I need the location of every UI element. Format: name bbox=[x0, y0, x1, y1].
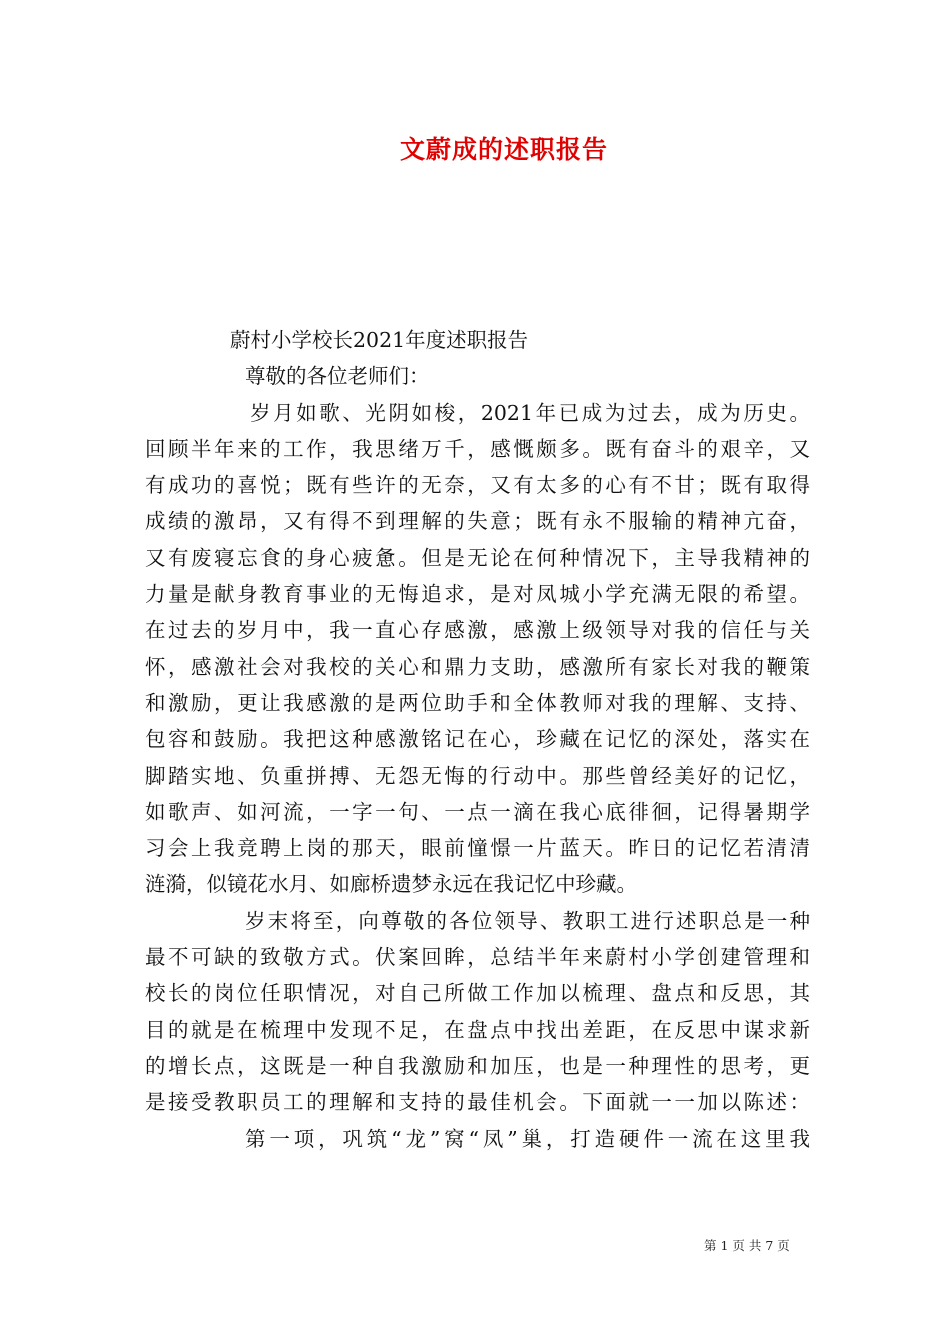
paragraph-line: 怀，感激社会对我校的关心和鼎力支助，感激所有家长对我的鞭策 bbox=[145, 654, 810, 679]
paragraph-line: 涟漪，似镜花水月、如廊桥遗梦永远在我记忆中珍藏。 bbox=[145, 872, 637, 897]
paragraph-line: 和激励，更让我感激的是两位助手和全体教师对我的理解、支持、 bbox=[145, 690, 810, 715]
paragraph-line: 习会上我竞聘上岗的那天，眼前憧憬一片蓝天。昨日的记忆若清清 bbox=[145, 836, 810, 861]
paragraph-line: 目的就是在梳理中发现不足，在盘点中找出差距，在反思中谋求新 bbox=[145, 1017, 810, 1042]
paragraph-line: 是接受教职员工的理解和支持的最佳机会。下面就一一加以陈述： bbox=[145, 1090, 810, 1115]
paragraph-line: 的增长点，这既是一种自我激励和加压，也是一种理性的思考，更 bbox=[145, 1053, 810, 1078]
document-body bbox=[145, 322, 810, 1157]
paragraph-line: 第一项，巩筑“龙”窝“凤”巢，打造硬件一流在这里我 bbox=[245, 1126, 810, 1151]
paragraph-line: 又有废寝忘食的身心疲惫。但是无论在何种情况下，主导我精神的 bbox=[145, 545, 810, 570]
paragraph-line: 力量是献身教育事业的无悔追求，是对凤城小学充满无限的希望。 bbox=[145, 582, 810, 607]
paragraph-line: 校长的岗位任职情况，对自己所做工作加以梳理、盘点和反思，其 bbox=[145, 981, 810, 1006]
paragraph-line: 如歌声、如河流，一字一句、一点一滴在我心底徘徊，记得暑期学 bbox=[145, 799, 810, 824]
document-title: 文蔚成的述职报告 bbox=[400, 135, 609, 164]
paragraph-line: 脚踏实地、负重拼搏、无怨无悔的行动中。那些曾经美好的记忆， bbox=[145, 763, 810, 788]
salutation: 尊敬的各位老师们： bbox=[245, 364, 430, 389]
paragraph-line: 回顾半年来的工作，我思绪万千，感慨颇多。既有奋斗的艰辛，又 bbox=[145, 436, 810, 461]
page-number: 第 1 页 共 7 页 bbox=[704, 1238, 790, 1253]
paragraph-line: 在过去的岁月中，我一直心存感激，感激上级领导对我的信任与关 bbox=[145, 618, 810, 643]
paragraph-line: 最不可缺的致敬方式。伏案回眸，总结半年来蔚村小学创建管理和 bbox=[145, 945, 810, 970]
paragraph-line: 有成功的喜悦；既有些许的无奈，又有太多的心有不甘；既有取得 bbox=[145, 473, 810, 498]
paragraph-line: 包容和鼓励。我把这种感激铭记在心，珍藏在记忆的深处，落实在 bbox=[145, 727, 810, 752]
paragraph-line: 岁末将至，向尊敬的各位领导、教职工进行述职总是一种 bbox=[245, 908, 810, 933]
paragraph-line: 成绩的激昂，又有得不到理解的失意；既有永不服输的精神亢奋， bbox=[145, 509, 810, 534]
report-heading: 蔚村小学校长2021年度述职报告 bbox=[230, 328, 529, 352]
paragraph-line: 岁月如歌、光阴如梭，2021年已成为过去，成为历史。 bbox=[250, 400, 810, 425]
